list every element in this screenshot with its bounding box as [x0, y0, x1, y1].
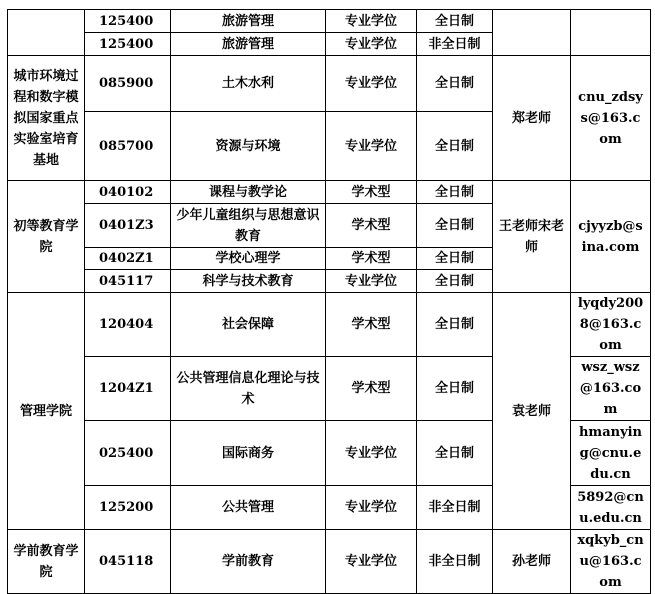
degree-type: 专业学位: [326, 421, 417, 486]
teacher-name: 袁老师: [493, 293, 571, 530]
study-mode: 全日制: [417, 112, 493, 181]
college-cell-empty: [8, 10, 85, 56]
study-mode: 全日制: [417, 270, 493, 293]
major-code: 1204Z1: [85, 357, 171, 421]
major-name: 科学与技术教育: [171, 270, 326, 293]
study-mode: 全日制: [417, 421, 493, 486]
college-name: 管理学院: [8, 293, 85, 530]
table-row: [8, 10, 651, 33]
table-row: [8, 56, 651, 112]
degree-type: 学术型: [326, 293, 417, 357]
major-code: 125400: [85, 10, 171, 33]
degree-type: 学术型: [326, 181, 417, 204]
major-code: 0401Z3: [85, 204, 171, 248]
study-mode: 全日制: [417, 181, 493, 204]
study-mode: 全日制: [417, 248, 493, 270]
college-name: 城市环境过程和数字模拟国家重点实验室培育基地: [8, 56, 85, 181]
contact-email: hmanying@cnu.edu.cn: [571, 421, 651, 486]
email-cell-empty: [571, 10, 651, 56]
contact-email: xqkyb_cnu@163.com: [571, 530, 651, 594]
degree-type: 专业学位: [326, 112, 417, 181]
table-row: [8, 530, 651, 594]
study-mode: 全日制: [417, 56, 493, 112]
study-mode: 全日制: [417, 357, 493, 421]
major-code: 040102: [85, 181, 171, 204]
table-row: [8, 181, 651, 204]
teacher-name: 王老师宋老师: [493, 181, 571, 293]
degree-type: 专业学位: [326, 530, 417, 594]
major-name: 公共管理: [171, 486, 326, 530]
major-code: 045118: [85, 530, 171, 594]
major-code: 125200: [85, 486, 171, 530]
degree-type: 学术型: [326, 204, 417, 248]
college-name: 初等教育学院: [8, 181, 85, 293]
degree-type: 学术型: [326, 357, 417, 421]
college-name: 学前教育学院: [8, 530, 85, 594]
study-mode: 非全日制: [417, 33, 493, 56]
major-name: 少年儿童组织与思想意识教育: [171, 204, 326, 248]
major-code: 120404: [85, 293, 171, 357]
teacher-cell-empty: [493, 10, 571, 56]
major-name: 社会保障: [171, 293, 326, 357]
degree-type: 专业学位: [326, 56, 417, 112]
major-code: 125400: [85, 33, 171, 56]
major-name: 旅游管理: [171, 10, 326, 33]
admissions-table: [7, 9, 651, 594]
major-name: 资源与环境: [171, 112, 326, 181]
major-code: 085900: [85, 56, 171, 112]
major-code: 085700: [85, 112, 171, 181]
table-row: [8, 293, 651, 357]
study-mode: 全日制: [417, 293, 493, 357]
contact-email: wsz_wsz@163.com: [571, 357, 651, 421]
contact-email: cnu_zdsys@163.com: [571, 56, 651, 181]
degree-type: 学术型: [326, 248, 417, 270]
study-mode: 非全日制: [417, 530, 493, 594]
major-name: 学前教育: [171, 530, 326, 594]
degree-type: 专业学位: [326, 33, 417, 56]
degree-type: 专业学位: [326, 486, 417, 530]
major-name: 课程与教学论: [171, 181, 326, 204]
study-mode: 全日制: [417, 10, 493, 33]
teacher-name: 孙老师: [493, 530, 571, 594]
major-code: 0402Z1: [85, 248, 171, 270]
major-name: 公共管理信息化理论与技术: [171, 357, 326, 421]
degree-type: 专业学位: [326, 270, 417, 293]
contact-email: 5892@cnu.edu.cn: [571, 486, 651, 530]
teacher-name: 郑老师: [493, 56, 571, 181]
study-mode: 全日制: [417, 204, 493, 248]
major-name: 旅游管理: [171, 33, 326, 56]
study-mode: 非全日制: [417, 486, 493, 530]
contact-email: lyqdy2008@163.com: [571, 293, 651, 357]
major-code: 045117: [85, 270, 171, 293]
major-name: 学校心理学: [171, 248, 326, 270]
degree-type: 专业学位: [326, 10, 417, 33]
major-name: 国际商务: [171, 421, 326, 486]
contact-email: cjyyzb@sina.com: [571, 181, 651, 293]
major-name: 土木水利: [171, 56, 326, 112]
major-code: 025400: [85, 421, 171, 486]
